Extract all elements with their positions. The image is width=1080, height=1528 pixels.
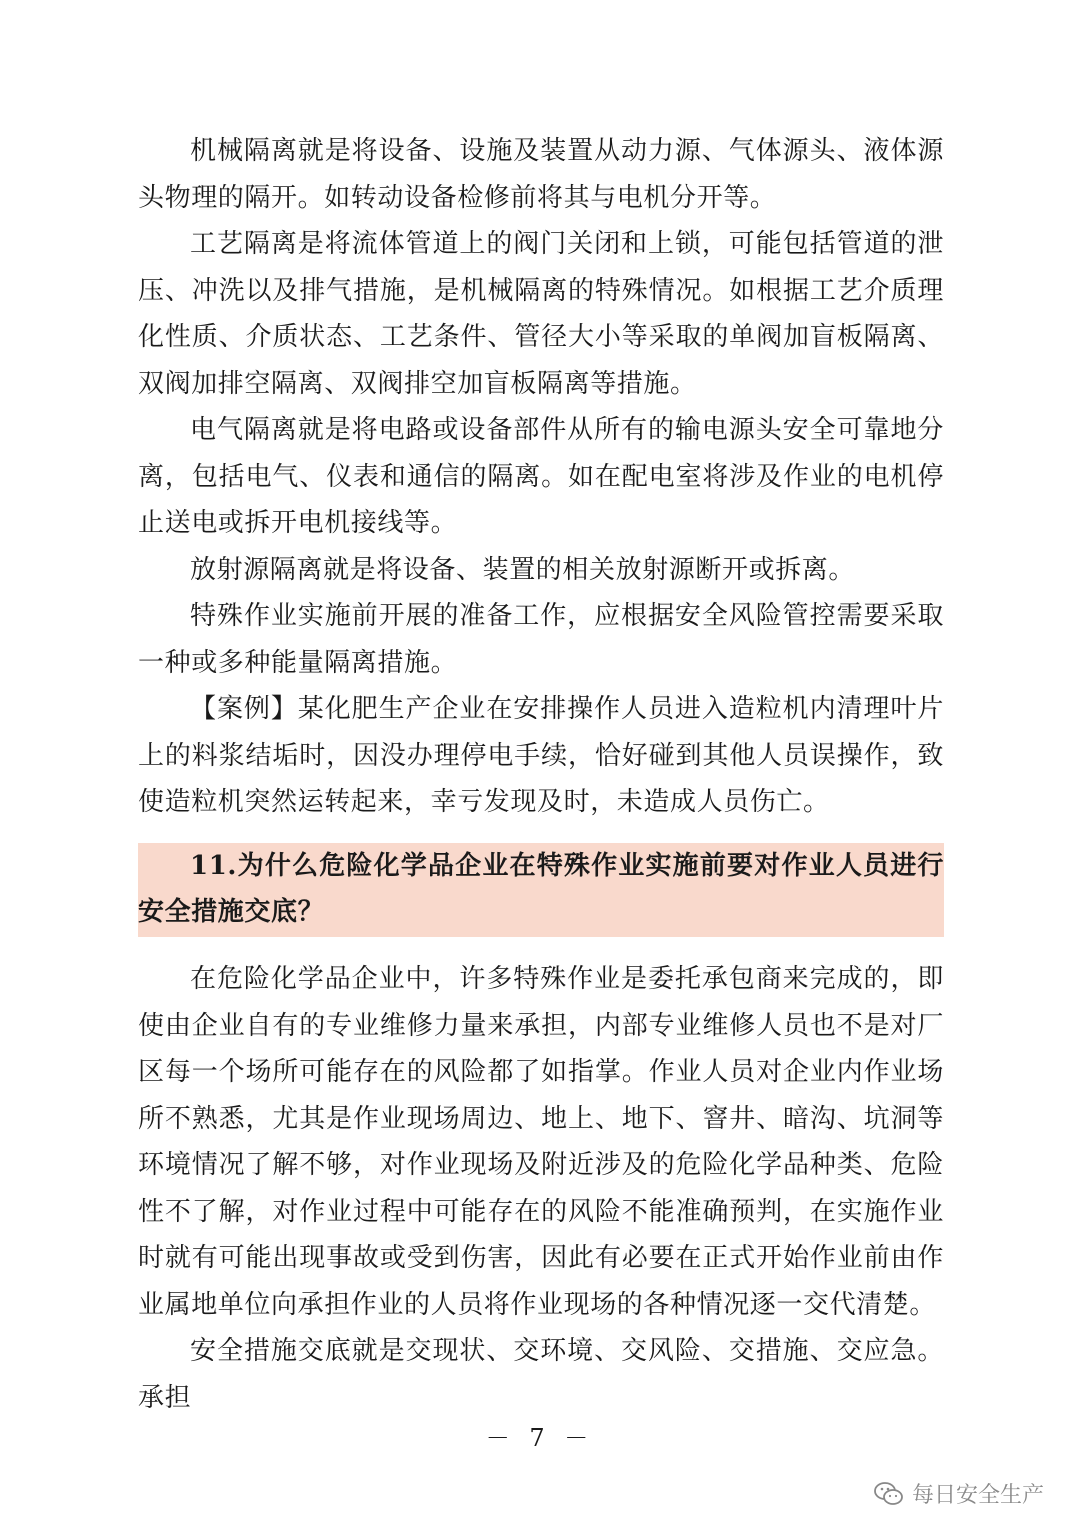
wechat-icon xyxy=(874,1481,904,1507)
paragraph-safety-briefing: 安全措施交底就是交现状、交环境、交风险、交措施、交应急。承担 xyxy=(138,1336,944,1413)
paragraph-process-isolation: 工艺隔离是将流体管道上的阀门关闭和上锁，可能包括管道的泄压、冲洗以及排气措施，是机械隔离的特殊情况。如根据工艺介质理化性质、介质状态、工艺条件、管径大小等采取的单阀加盲板隔离、双阀加排空隔离、双阀排空加盲板隔离等措施。 xyxy=(138,229,944,399)
paragraph-electrical-isolation: 电气隔离就是将电路或设备部件从所有的输电源头安全可靠地分离，包括电气、仪表和通信的隔离。如在配电室将涉及作业的电机停止送电或拆开电机接线等。 xyxy=(138,415,944,538)
question-heading: 11.为什么危险化学品企业在特殊作业实施前要对作业人员进行安全措施交底？ xyxy=(138,851,944,927)
paragraph-radiation-isolation: 放射源隔离就是将设备、装置的相关放射源断开或拆离。 xyxy=(190,554,856,585)
watermark-text: 每日安全生产 xyxy=(911,1483,1044,1508)
question-highlight-box xyxy=(138,843,944,937)
paragraph-preparation: 特殊作业实施前开展的准备工作，应根据安全风险管控需要采取一种或多种能量隔离措施。 xyxy=(138,601,944,678)
paragraph-answer: 在危险化学品企业中，许多特殊作业是委托承包商来完成的，即使由企业自有的专业维修力量来承担，内部专业维修人员也不是对厂区每一个场所可能存在的风险都了如指掌。作业人员对企业内作业场所不熟悉，尤其是作业现场周边、地上、地下、窨井、暗沟、坑洞等环境情况了解不够，对作业现场及附近涉及的危险化学品种类、危险性不了解，对作业过程中可能存在的风险不能准确预判，在实施作业时就有可能出现事故或受到伤害，因此有必要在正式开始作业前由作业属地单位向承担作业的人员将作业现场的各种情况逐一交代清楚。 xyxy=(138,964,944,1320)
watermark xyxy=(874,1478,1044,1509)
document-body-top xyxy=(138,128,944,826)
page-number: － 7 － xyxy=(485,1424,595,1452)
paragraph-case: 【案例】某化肥生产企业在安排操作人员进入造粒机内清理叶片上的料浆结垢时，因没办理停电手续，恰好碰到其他人员误操作，致使造粒机突然运转起来，幸亏发现及时，未造成人员伤亡。 xyxy=(138,694,944,817)
paragraph-mechanical-isolation: 机械隔离就是将设备、设施及装置从动力源、气体源头、液体源头物理的隔开。如转动设备检修前将其与电机分开等。 xyxy=(138,136,944,213)
document-body-bottom xyxy=(138,956,944,1421)
